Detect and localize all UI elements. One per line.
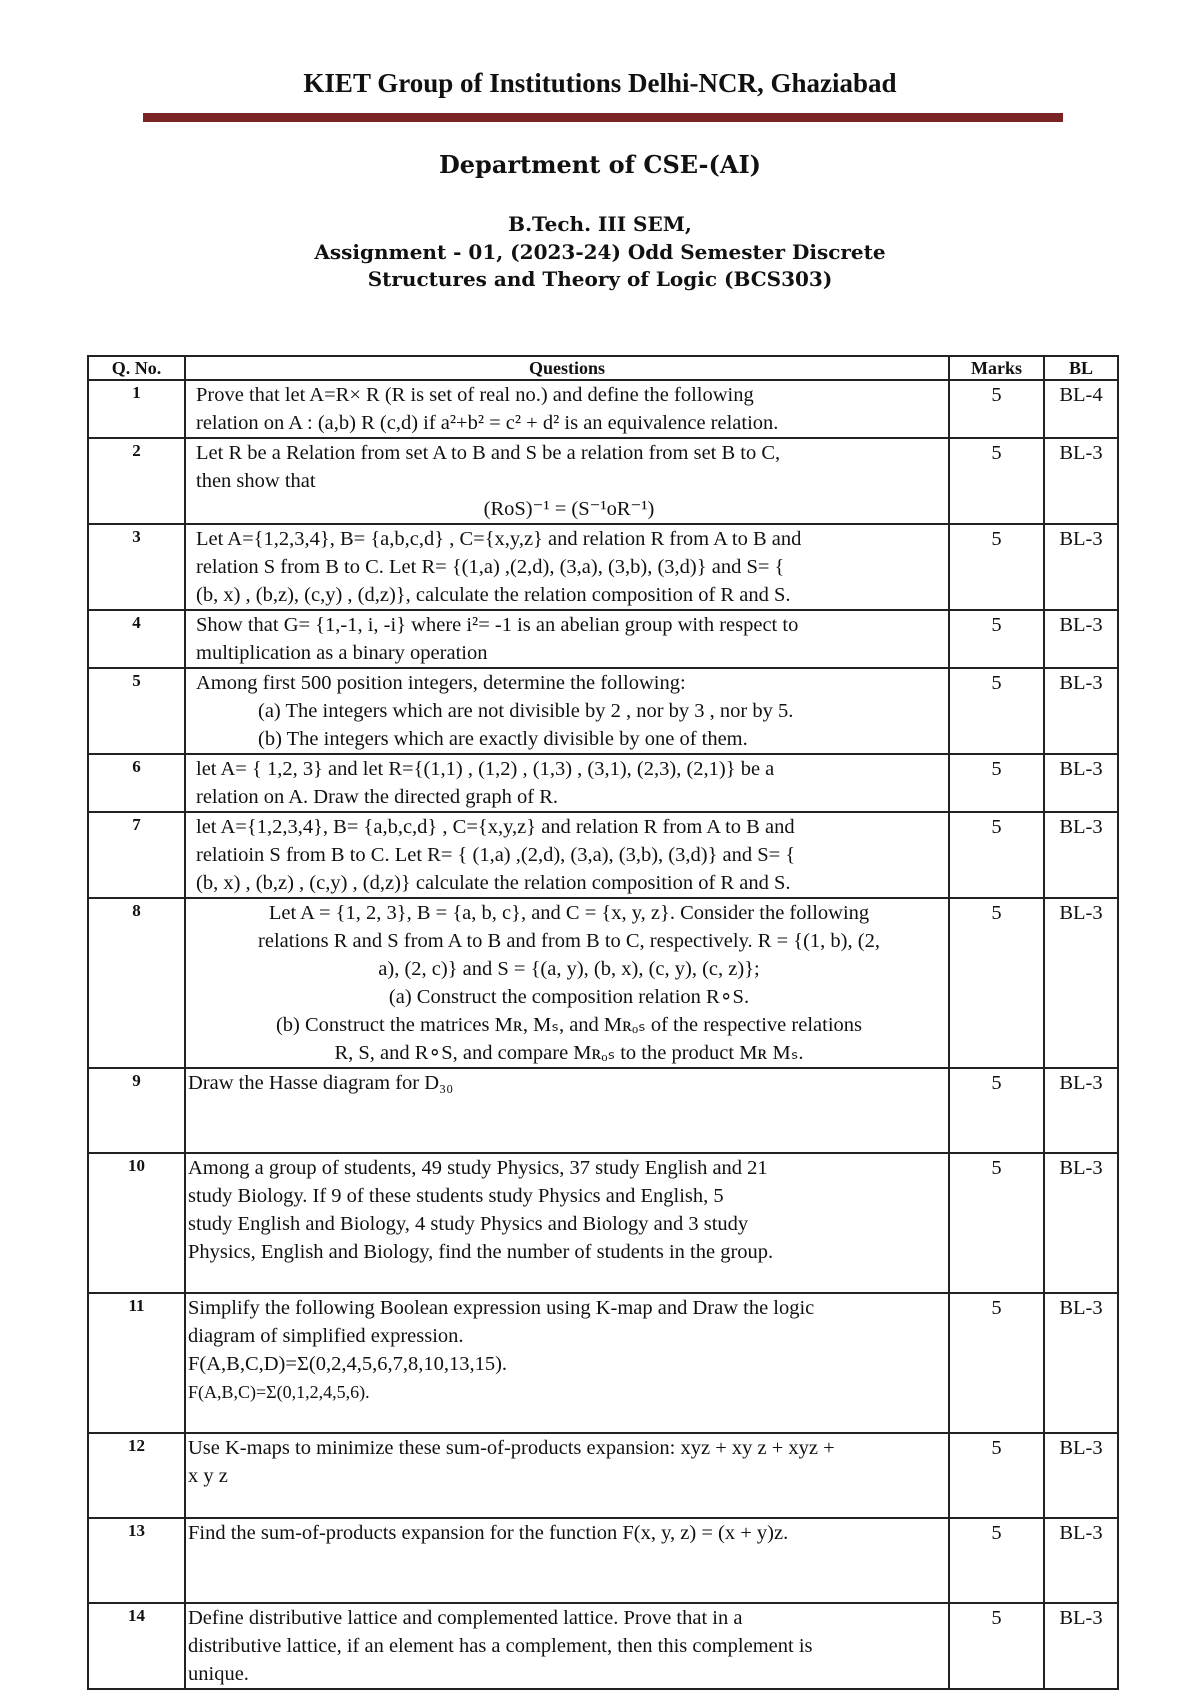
question-line: Let R be a Relation from set A to B and S be a relation from set B to C, [196,442,781,464]
question-subpart: (a) Construct the composition relation R∘S. [388,986,750,1008]
question-text [185,380,949,438]
question-marks: 5 [949,438,1044,524]
question-line: Let A = {1, 2, 3}, B = {a, b, c}, and C = {x, y, z}. Consider the following [268,902,870,924]
question-line: Among first 500 position integers, determine the following: [196,672,686,694]
header-marks: Marks [949,356,1044,380]
table-row [88,1433,1118,1518]
institute-title: KIET Group of Institutions Delhi-NCR, Ghaziabad [303,68,897,98]
question-text [185,524,949,610]
question-number: 8 [88,898,185,1068]
question-bl: BL-3 [1044,1153,1118,1293]
question-line: a), (2, c)} and S = {(a, y), (b, x), (c, y), (c, z)}; [378,958,760,980]
question-text [185,438,949,524]
question-text [185,898,949,1068]
question-marks: 5 [949,812,1044,898]
question-subpart: (b) Construct the matrices Mʀ, Mₛ, and Mʀₒₛ of the respective relations [275,1014,862,1036]
question-text [185,610,949,668]
table-row [88,1293,1118,1433]
question-bl: BL-4 [1044,380,1118,438]
question-text [185,1518,949,1603]
question-line: Among a group of students, 49 study Physics, 37 study English and 21 [188,1157,768,1179]
header-bl: BL [1044,356,1118,380]
table-row [88,380,1118,438]
question-text [185,1603,949,1689]
question-number: 7 [88,812,185,898]
question-number: 11 [88,1293,185,1433]
question-line: diagram of simplified expression. [188,1325,464,1347]
table-row [88,1518,1118,1603]
question-marks: 5 [949,1433,1044,1518]
question-number: 14 [88,1603,185,1689]
table-row [88,610,1118,668]
question-line: Simplify the following Boolean expression using K-map and Draw the logic [188,1297,815,1319]
question-text [185,812,949,898]
header-qno: Q. No. [88,356,185,380]
question-bl: BL-3 [1044,812,1118,898]
question-bl: BL-3 [1044,898,1118,1068]
table-row [88,438,1118,524]
question-line: Prove that let A=R× R (R is set of real no.) and define the following [196,384,754,406]
question-text [185,1293,949,1433]
question-formula: F(A,B,C)=Σ(0,1,2,4,5,6). [188,1382,370,1402]
question-number: 13 [88,1518,185,1603]
assignment-title-line2: Structures and Theory of Logic (BCS303) [367,267,833,291]
question-line: multiplication as a binary operation [196,642,488,664]
question-text [185,1153,949,1293]
question-line: Let A={1,2,3,4}, B= {a,b,c,d} , C={x,y,z} and relation R from A to B and [196,528,802,550]
question-line: Show that G= {1,-1, i, -i} where i²= -1 is an abelian group with respect to [196,614,799,636]
question-marks: 5 [949,1153,1044,1293]
question-marks: 5 [949,1518,1044,1603]
question-line: Use K-maps to minimize these sum-of-products expansion: xyz + xy z + xyz + [188,1437,835,1459]
question-number: 6 [88,754,185,812]
question-bl: BL-3 [1044,1603,1118,1689]
question-line: (b, x) , (b,z) , (c,y) , (d,z)} calculate the relation composition of R and S. [196,872,791,894]
question-line: relations R and S from A to B and from B to C, respectively. R = {(1, b), (2, [258,930,880,952]
question-line: study Biology. If 9 of these students study Physics and English, 5 [188,1185,724,1207]
question-bl: BL-3 [1044,1068,1118,1153]
table-header-row [88,356,1118,380]
question-number: 4 [88,610,185,668]
header-divider [143,113,1063,122]
table-row [88,754,1118,812]
question-number: 5 [88,668,185,754]
question-text [185,668,949,754]
question-text [185,1068,949,1153]
question-bl: BL-3 [1044,1293,1118,1433]
question-number: 2 [88,438,185,524]
question-marks: 5 [949,1068,1044,1153]
department-title: Department of CSE-(AI) [438,150,762,179]
question-bl: BL-3 [1044,1518,1118,1603]
question-line: relation S from B to C. Let R= {(1,a) ,(2,d), (3,a), (3,b), (3,d)} and S= { [196,556,785,578]
question-subpart: (a) The integers which are not divisible by 2 , nor by 3 , nor by 5. [258,700,794,722]
question-number: 9 [88,1068,185,1153]
question-marks: 5 [949,1293,1044,1433]
question-bl: BL-3 [1044,524,1118,610]
table-row [88,1068,1118,1153]
table-row [88,812,1118,898]
table-row [88,898,1118,1068]
question-number: 1 [88,380,185,438]
table-row [88,668,1118,754]
question-marks: 5 [949,524,1044,610]
question-formula: F(A,B,C,D)=Σ(0,2,4,5,6,7,8,10,13,15). [188,1353,508,1375]
question-bl: BL-3 [1044,610,1118,668]
question-marks: 5 [949,754,1044,812]
semester-title: B.Tech. III SEM, [508,212,692,236]
question-marks: 5 [949,1603,1044,1689]
question-line: let A= { 1,2, 3} and let R={(1,1) , (1,2) , (1,3) , (3,1), (2,3), (2,1)} be a [196,758,775,780]
question-number: 10 [88,1153,185,1293]
question-text [185,1433,949,1518]
question-line: study English and Biology, 4 study Physics and Biology and 3 study [188,1213,749,1235]
question-bl: BL-3 [1044,1433,1118,1518]
question-line: unique. [188,1663,249,1685]
question-line: relation on A : (a,b) R (c,d) if a²+b² = c² + d² is an equivalence relation. [196,412,779,434]
question-bl: BL-3 [1044,668,1118,754]
question-line: relatioin S from B to C. Let R= { (1,a) ,(2,d), (3,a), (3,b), (3,d)} and S= { [196,844,796,866]
question-line: then show that [196,470,316,492]
table-row [88,1603,1118,1689]
question-line: (b, x) , (b,z), (c,y) , (d,z)}, calculate the relation composition of R and S. [196,584,791,606]
question-marks: 5 [949,898,1044,1068]
question-line: Physics, English and Biology, find the number of students in the group. [188,1241,774,1263]
question-line: Draw the Hasse diagram for D₃₀ [188,1072,454,1094]
question-line: R, S, and R∘S, and compare Mʀₒₛ to the product Mʀ Mₛ. [334,1042,804,1064]
question-line: let A={1,2,3,4}, B= {a,b,c,d} , C={x,y,z} and relation R from A to B and [196,816,795,838]
question-text [185,754,949,812]
table-row [88,1153,1118,1293]
question-bl: BL-3 [1044,438,1118,524]
question-marks: 5 [949,610,1044,668]
question-line: Find the sum-of-products expansion for the function F(x, y, z) = (x + y)z. [188,1522,789,1544]
question-line: relation on A. Draw the directed graph of R. [196,786,559,808]
questions-table [87,355,1119,1690]
question-line: distributive lattice, if an element has a complement, then this complement is [188,1635,813,1657]
question-number: 12 [88,1433,185,1518]
question-number: 3 [88,524,185,610]
table-row [88,524,1118,610]
header-questions: Questions [185,356,949,380]
question-line: Define distributive lattice and complemented lattice. Prove that in a [188,1607,743,1629]
question-marks: 5 [949,380,1044,438]
assignment-title-line1: Assignment - 01, (2023-24) Odd Semester Discrete [314,240,886,264]
question-bl: BL-3 [1044,754,1118,812]
question-subpart: (b) The integers which are exactly divisible by one of them. [258,728,748,750]
question-formula: (RoS)⁻¹ = (S⁻¹oR⁻¹) [483,498,655,520]
question-line: x y z [188,1465,228,1487]
question-marks: 5 [949,668,1044,754]
